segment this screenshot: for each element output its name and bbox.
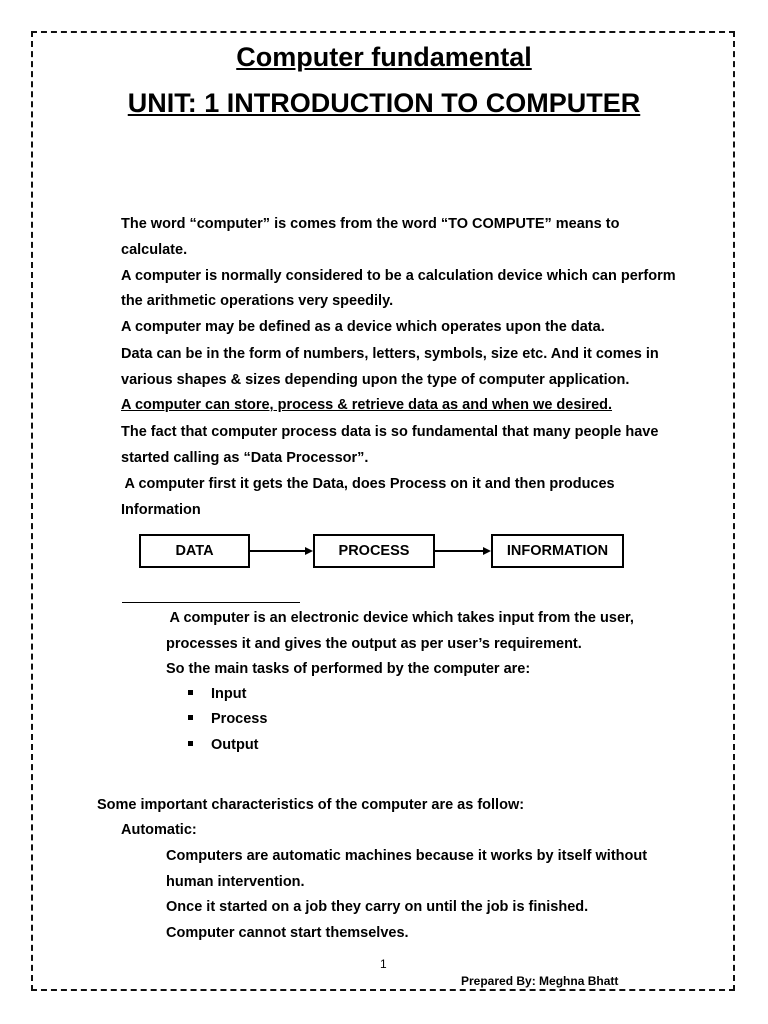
- intro-line: Data can be in the form of numbers, letters, symbols, size etc. And it comes in: [121, 346, 659, 362]
- square-bullet-icon: [188, 690, 193, 695]
- intro-line-underlined: A computer can store, process & retrieve data as and when we desired.: [121, 397, 613, 413]
- subsection-heading: Automatic:: [121, 822, 197, 838]
- square-bullet-icon: [188, 715, 193, 720]
- arrow-right-icon: [435, 544, 491, 558]
- prepared-by: Prepared By: Meghna Bhatt: [461, 974, 619, 988]
- list-item: Output: [211, 737, 259, 753]
- automatic-line: human intervention.: [166, 874, 305, 890]
- intro-line: Information: [121, 502, 201, 518]
- intro-line: calculate.: [121, 242, 188, 258]
- page-number: 1: [380, 957, 387, 971]
- intro-line: started calling as “Data Processor”.: [121, 450, 369, 466]
- flow-box-information: INFORMATION: [491, 534, 624, 568]
- automatic-line: Computer cannot start themselves.: [166, 925, 409, 941]
- page-title: Computer fundamental: [236, 42, 532, 72]
- list-item: Input: [211, 686, 247, 702]
- intro-line: A computer may be defined as a device which operates upon the data.: [121, 319, 605, 335]
- divider-rule: [122, 602, 300, 603]
- list-item: Process: [211, 711, 268, 727]
- intro-line: A computer first it gets the Data, does Process on it and then produces: [121, 476, 615, 492]
- intro-line: The fact that computer process data is so fundamental that many people have: [121, 424, 659, 440]
- intro-line: various shapes & sizes depending upon the type of computer application.: [121, 372, 630, 388]
- definition-line: So the main tasks of performed by the computer are:: [166, 661, 531, 677]
- definition-line: processes it and gives the output as per user’s requirement.: [166, 636, 582, 652]
- definition-line: A computer is an electronic device which takes input from the user,: [166, 610, 634, 626]
- intro-line: A computer is normally considered to be a calculation device which can perform: [121, 268, 676, 284]
- automatic-line: Once it started on a job they carry on until the job is finished.: [166, 899, 589, 915]
- flow-box-data: DATA: [139, 534, 250, 568]
- arrow-right-icon: [250, 544, 313, 558]
- intro-line: The word “computer” is comes from the word “TO COMPUTE” means to: [121, 216, 620, 232]
- square-bullet-icon: [188, 741, 193, 746]
- section-heading: Some important characteristics of the computer are as follow:: [97, 797, 525, 813]
- unit-title: UNIT: 1 INTRODUCTION TO COMPUTER: [127, 88, 641, 118]
- flow-box-process: PROCESS: [313, 534, 435, 568]
- automatic-line: Computers are automatic machines because it works by itself without: [166, 848, 648, 864]
- intro-line: the arithmetic operations very speedily.: [121, 293, 394, 309]
